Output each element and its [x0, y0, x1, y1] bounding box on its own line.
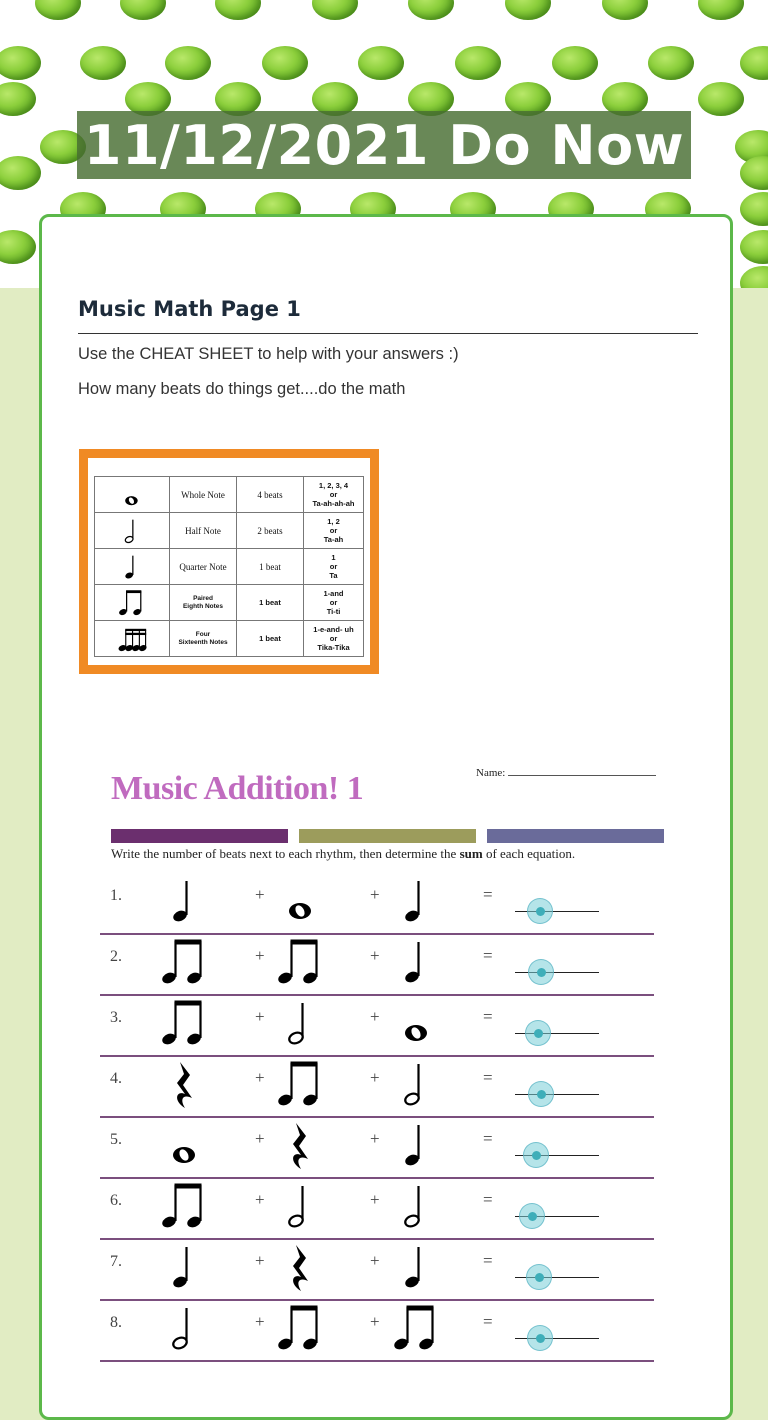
quarter-symbol-icon [160, 1237, 210, 1297]
answer-marker-icon[interactable] [525, 1020, 551, 1046]
answer-marker-icon[interactable] [528, 959, 554, 985]
equation-row [100, 1237, 654, 1301]
half-symbol-icon [392, 1054, 442, 1114]
name-field [476, 765, 656, 779]
answer-marker-icon[interactable] [527, 898, 553, 924]
worksheet-title: Music Addition! 1 [111, 770, 364, 807]
equation-row [100, 993, 654, 1057]
note-name: Quarter Note [170, 549, 237, 585]
eighths-symbol-icon [276, 1054, 326, 1114]
green-dot [408, 0, 454, 20]
green-dot [0, 46, 41, 80]
green-dot [552, 46, 598, 80]
green-dot [312, 0, 358, 20]
counting-syllables: 1-e-and- uh or Tika-Tika [304, 621, 364, 657]
cheat-row [95, 477, 364, 513]
green-dot [120, 0, 166, 20]
equation-number: 4. [110, 1070, 122, 1087]
cheat-row [95, 513, 364, 549]
equals-sign: = [483, 1007, 493, 1026]
name-label: Name: [476, 767, 506, 779]
quarter-note-icon [95, 549, 170, 585]
equation-number: 8. [110, 1314, 122, 1331]
beat-count: 1 beat [237, 549, 304, 585]
counting-syllables: 1, 2 or Ta-ah [304, 513, 364, 549]
green-dot [0, 230, 36, 264]
equals-sign: = [483, 1312, 493, 1331]
green-dot [505, 0, 551, 20]
color-bar-purple [111, 829, 288, 843]
beat-count: 2 beats [237, 513, 304, 549]
half-symbol-icon [276, 1176, 326, 1236]
rest-symbol-icon [276, 1237, 326, 1297]
plus-sign: + [370, 1129, 380, 1148]
whole-symbol-icon [392, 993, 442, 1053]
plus-sign: + [370, 946, 380, 965]
answer-marker-icon[interactable] [523, 1142, 549, 1168]
quarter-symbol-icon [160, 871, 210, 931]
equation-number: 5. [110, 1131, 122, 1148]
instruction-text: Use the CHEAT SHEET to help with your answers :) [78, 345, 459, 363]
green-dot [740, 46, 768, 80]
green-dot [698, 82, 744, 116]
question-text: How many beats do things get....do the math [78, 380, 406, 398]
color-bar-slate [487, 829, 664, 843]
content-card [39, 214, 733, 1420]
eighths-symbol-icon [160, 932, 210, 992]
answer-marker-icon[interactable] [527, 1325, 553, 1351]
cheat-row [95, 621, 364, 657]
equals-sign: = [483, 885, 493, 904]
equation-number: 2. [110, 948, 122, 965]
equation-number: 6. [110, 1192, 122, 1209]
cheat-sheet-image [79, 449, 379, 674]
cheat-sheet-table [94, 476, 364, 657]
paired-eighth-notes-icon [95, 585, 170, 621]
eighths-symbol-icon [276, 932, 326, 992]
equation-number: 3. [110, 1009, 122, 1026]
plus-sign: + [255, 1068, 265, 1087]
whole-note-icon [95, 477, 170, 513]
color-bar-olive [299, 829, 476, 843]
plus-sign: + [370, 1251, 380, 1270]
equation-number: 1. [110, 887, 122, 904]
half-note-icon [95, 513, 170, 549]
answer-marker-icon[interactable] [528, 1081, 554, 1107]
equals-sign: = [483, 1129, 493, 1148]
beat-count: 4 beats [237, 477, 304, 513]
equals-sign: = [483, 1190, 493, 1209]
eighths-symbol-icon [160, 1176, 210, 1236]
green-dot [698, 0, 744, 20]
quarter-symbol-icon [392, 1115, 442, 1175]
equation-row [100, 1298, 654, 1362]
plus-sign: + [370, 1312, 380, 1331]
four-sixteenth-notes-icon [95, 621, 170, 657]
plus-sign: + [370, 1007, 380, 1026]
rest-symbol-icon [160, 1054, 210, 1114]
eighths-symbol-icon [276, 1298, 326, 1358]
green-dot [740, 230, 768, 264]
counting-syllables: 1 or Ta [304, 549, 364, 585]
answer-marker-icon[interactable] [519, 1203, 545, 1229]
green-dot [80, 46, 126, 80]
quarter-symbol-icon [392, 871, 442, 931]
green-dot [455, 46, 501, 80]
whole-symbol-icon [276, 871, 326, 931]
title-band [77, 111, 691, 179]
counting-syllables: 1, 2, 3, 4 or Ta-ah-ah-ah [304, 477, 364, 513]
eighths-symbol-icon [392, 1298, 442, 1358]
equation-row [100, 871, 654, 935]
cheat-row [95, 585, 364, 621]
note-name: Four Sixteenth Notes [170, 621, 237, 657]
whole-symbol-icon [160, 1115, 210, 1175]
equation-row [100, 932, 654, 996]
rest-symbol-icon [276, 1115, 326, 1175]
equals-sign: = [483, 1251, 493, 1270]
beat-count: 1 beat [237, 585, 304, 621]
answer-marker-icon[interactable] [526, 1264, 552, 1290]
eighths-symbol-icon [160, 993, 210, 1053]
section-title: Music Math Page 1 [78, 297, 301, 321]
cheat-row [95, 549, 364, 585]
green-dot [740, 266, 768, 288]
page-title: 11/12/2021 Do Now [83, 113, 685, 177]
equals-sign: = [483, 1068, 493, 1087]
equation-row [100, 1176, 654, 1240]
green-dot [35, 0, 81, 20]
green-dot [0, 156, 41, 190]
plus-sign: + [255, 946, 265, 965]
plus-sign: + [255, 1251, 265, 1270]
half-symbol-icon [392, 1176, 442, 1236]
half-symbol-icon [276, 993, 326, 1053]
plus-sign: + [255, 1129, 265, 1148]
plus-sign: + [370, 885, 380, 904]
plus-sign: + [255, 1312, 265, 1331]
green-dot [740, 192, 768, 226]
beat-count: 1 beat [237, 621, 304, 657]
green-dot [358, 46, 404, 80]
equation-row [100, 1115, 654, 1179]
equals-sign: = [483, 946, 493, 965]
green-dot [602, 0, 648, 20]
plus-sign: + [370, 1190, 380, 1209]
green-dot [165, 46, 211, 80]
section-divider [78, 333, 698, 334]
equation-number: 7. [110, 1253, 122, 1270]
worksheet-instruction: Write the number of beats next to each rhythm, then determine the sum of each equation. [111, 846, 576, 861]
green-dot [262, 46, 308, 80]
note-name: Half Note [170, 513, 237, 549]
quarter-symbol-icon [392, 932, 442, 992]
equation-row [100, 1054, 654, 1118]
note-name: Paired Eighth Notes [170, 585, 237, 621]
half-symbol-icon [160, 1298, 210, 1358]
green-dot [648, 46, 694, 80]
plus-sign: + [370, 1068, 380, 1087]
plus-sign: + [255, 1190, 265, 1209]
green-dot [215, 0, 261, 20]
plus-sign: + [255, 885, 265, 904]
counting-syllables: 1-and or Ti-ti [304, 585, 364, 621]
quarter-symbol-icon [392, 1237, 442, 1297]
plus-sign: + [255, 1007, 265, 1026]
green-dot [0, 82, 36, 116]
note-name: Whole Note [170, 477, 237, 513]
